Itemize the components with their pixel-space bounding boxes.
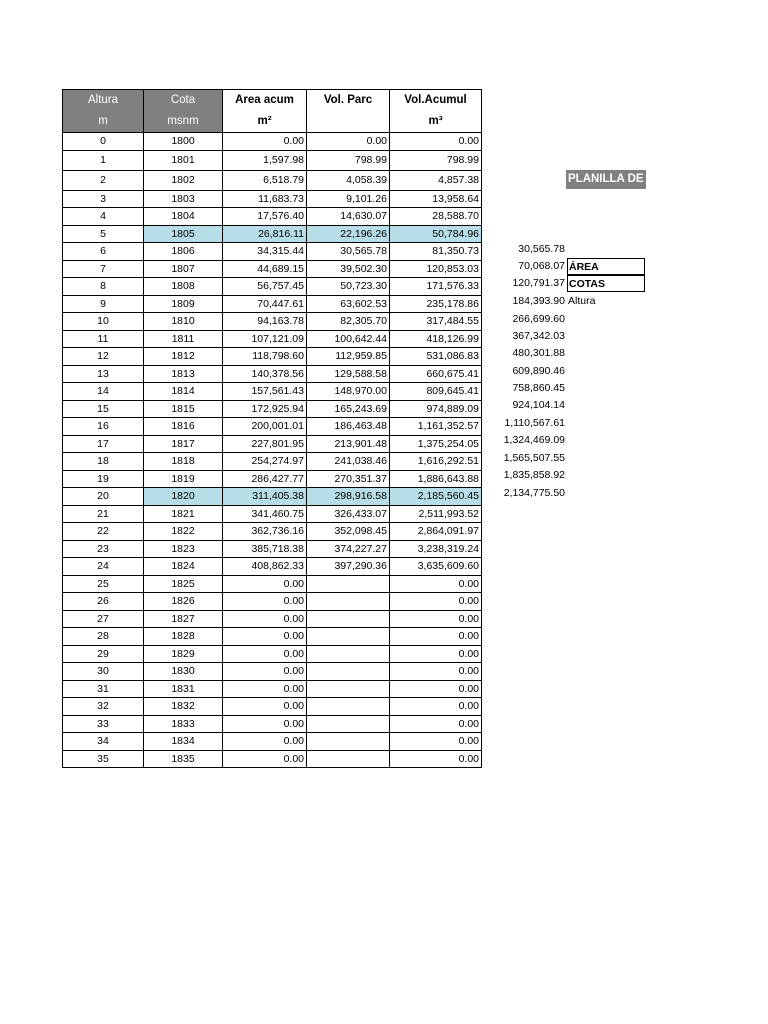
area-cell[interactable]: 107,121.09 xyxy=(223,330,307,348)
area-cell[interactable]: 200,001.01 xyxy=(223,418,307,436)
side-value: 609,890.46 xyxy=(512,365,565,377)
table-row xyxy=(63,278,482,296)
table-row xyxy=(63,540,482,558)
volacum-cell[interactable]: 0.00 xyxy=(390,680,482,698)
area-cell[interactable]: 94,163.78 xyxy=(223,313,307,331)
cota-cell[interactable]: 1821 xyxy=(144,505,223,523)
volparc-cell[interactable]: 50,723.30 xyxy=(307,278,390,296)
table-row xyxy=(63,330,482,348)
volparc-cell[interactable]: 22,196.26 xyxy=(307,225,390,243)
altura-cell[interactable]: 3 xyxy=(63,190,144,208)
volparc-cell[interactable]: 326,433.07 xyxy=(307,505,390,523)
table-row xyxy=(63,628,482,646)
area-cell[interactable]: 0.00 xyxy=(223,610,307,628)
area-cell[interactable]: 311,405.38 xyxy=(223,488,307,506)
cota-cell[interactable]: 1824 xyxy=(144,558,223,576)
altura-cell[interactable]: 15 xyxy=(63,400,144,418)
cota-cell[interactable]: 1815 xyxy=(144,400,223,418)
volacum-cell[interactable]: 0.00 xyxy=(390,750,482,768)
altura-cell[interactable]: 17 xyxy=(63,435,144,453)
area-cell[interactable]: 0.00 xyxy=(223,715,307,733)
table-row xyxy=(63,698,482,716)
area-cell[interactable]: 172,925.94 xyxy=(223,400,307,418)
side-value: 184,393.90 xyxy=(512,295,565,307)
volparc-cell[interactable]: 112,959.85 xyxy=(307,348,390,366)
altura-cell[interactable]: 24 xyxy=(63,558,144,576)
cota-cell[interactable]: 1814 xyxy=(144,383,223,401)
cota-cell[interactable]: 1806 xyxy=(144,243,223,261)
cota-cell[interactable]: 1812 xyxy=(144,348,223,366)
volacum-cell[interactable]: 0.00 xyxy=(390,698,482,716)
header-altura-unit[interactable]: m xyxy=(63,111,144,133)
volacum-cell[interactable]: 0.00 xyxy=(390,733,482,751)
volparc-cell[interactable]: 241,038.46 xyxy=(307,453,390,471)
area-cell[interactable]: 362,736.16 xyxy=(223,523,307,541)
cota-cell[interactable]: 1807 xyxy=(144,260,223,278)
area-cell[interactable]: 0.00 xyxy=(223,680,307,698)
table-row xyxy=(63,313,482,331)
altura-cell[interactable]: 33 xyxy=(63,715,144,733)
cota-cell[interactable]: 1803 xyxy=(144,190,223,208)
volacum-cell[interactable]: 798.99 xyxy=(390,150,482,170)
altura-cell[interactable]: 34 xyxy=(63,733,144,751)
volparc-cell[interactable]: 82,305.70 xyxy=(307,313,390,331)
area-cell[interactable]: 34,315.44 xyxy=(223,243,307,261)
table-row xyxy=(63,715,482,733)
volacum-cell[interactable]: 171,576.33 xyxy=(390,278,482,296)
cota-cell[interactable]: 1827 xyxy=(144,610,223,628)
altura-cell[interactable]: 31 xyxy=(63,680,144,698)
area-cell[interactable]: 0.00 xyxy=(223,628,307,646)
volacum-cell[interactable]: 1,161,352.57 xyxy=(390,418,482,436)
area-cell[interactable]: 11,683.73 xyxy=(223,190,307,208)
area-cell[interactable]: 0.00 xyxy=(223,733,307,751)
volparc-cell[interactable]: 213,901.48 xyxy=(307,435,390,453)
volacum-cell[interactable]: 0.00 xyxy=(390,593,482,611)
header-row-2 xyxy=(63,111,482,133)
cota-cell[interactable]: 1805 xyxy=(144,225,223,243)
volparc-cell[interactable]: 298,916.58 xyxy=(307,488,390,506)
side-value: 480,301.88 xyxy=(512,347,565,359)
cota-cell[interactable]: 1808 xyxy=(144,278,223,296)
volacum-cell[interactable]: 3,238,319.24 xyxy=(390,540,482,558)
volparc-cell[interactable]: 186,463.48 xyxy=(307,418,390,436)
altura-cell[interactable]: 12 xyxy=(63,348,144,366)
volacum-cell[interactable]: 0.00 xyxy=(390,133,482,151)
altura-cell[interactable]: 0 xyxy=(63,133,144,151)
table-row xyxy=(63,295,482,313)
side-value: 2,134,775.50 xyxy=(503,487,565,499)
altura-cell[interactable]: 22 xyxy=(63,523,144,541)
table-row xyxy=(63,523,482,541)
altura-cell[interactable]: 25 xyxy=(63,575,144,593)
volacum-cell[interactable]: 120,853.03 xyxy=(390,260,482,278)
area-cell[interactable]: 56,757.45 xyxy=(223,278,307,296)
altura-cell[interactable]: 32 xyxy=(63,698,144,716)
cota-cell[interactable]: 1822 xyxy=(144,523,223,541)
volparc-cell[interactable]: 798.99 xyxy=(307,150,390,170)
table-row xyxy=(63,733,482,751)
altura-cell[interactable]: 4 xyxy=(63,208,144,226)
altura-cell[interactable]: 28 xyxy=(63,628,144,646)
volparc-cell[interactable]: 148,970.00 xyxy=(307,383,390,401)
header-volparc[interactable]: Vol. Parc xyxy=(307,90,390,112)
altura-cell[interactable]: 5 xyxy=(63,225,144,243)
side-value: 70,068.07 xyxy=(518,260,565,272)
area-cell[interactable]: 286,427.77 xyxy=(223,470,307,488)
volparc-cell[interactable] xyxy=(307,575,390,593)
side-value: 367,342.03 xyxy=(512,330,565,342)
cota-cell[interactable]: 1830 xyxy=(144,663,223,681)
side-value: 1,565,507.55 xyxy=(503,452,565,464)
table-row xyxy=(63,243,482,261)
volacum-cell[interactable]: 1,616,292.51 xyxy=(390,453,482,471)
area-cell[interactable]: 0.00 xyxy=(223,593,307,611)
volacum-cell[interactable]: 0.00 xyxy=(390,610,482,628)
altura-cell[interactable]: 27 xyxy=(63,610,144,628)
volparc-cell[interactable]: 129,588.58 xyxy=(307,365,390,383)
volparc-cell[interactable]: 14,630.07 xyxy=(307,208,390,226)
volparc-cell[interactable]: 270,351.37 xyxy=(307,470,390,488)
volacum-cell[interactable]: 0.00 xyxy=(390,645,482,663)
volparc-cell[interactable]: 0.00 xyxy=(307,133,390,151)
volparc-cell[interactable]: 4,058.39 xyxy=(307,170,390,190)
altura-cell[interactable]: 19 xyxy=(63,470,144,488)
altura-cell[interactable]: 14 xyxy=(63,383,144,401)
area-cell[interactable]: 254,274.97 xyxy=(223,453,307,471)
cota-cell[interactable]: 1826 xyxy=(144,593,223,611)
area-cell[interactable]: 0.00 xyxy=(223,750,307,768)
table-row xyxy=(63,750,482,768)
table-row xyxy=(63,225,482,243)
altura-cell[interactable]: 29 xyxy=(63,645,144,663)
side-value: 1,835,858.92 xyxy=(503,469,565,481)
volacum-cell[interactable]: 235,178.86 xyxy=(390,295,482,313)
side-value: 924,104.14 xyxy=(512,399,565,411)
cota-cell[interactable]: 1818 xyxy=(144,453,223,471)
header-volacum-unit[interactable]: m³ xyxy=(390,111,482,133)
area-cell[interactable]: 157,561.43 xyxy=(223,383,307,401)
area-cell[interactable]: 26,816.11 xyxy=(223,225,307,243)
volacum-cell[interactable]: 13,958.64 xyxy=(390,190,482,208)
cota-cell[interactable]: 1835 xyxy=(144,750,223,768)
table-row xyxy=(63,645,482,663)
altura-cell[interactable]: 9 xyxy=(63,295,144,313)
altura-cell[interactable]: 16 xyxy=(63,418,144,436)
cota-cell[interactable]: 1804 xyxy=(144,208,223,226)
header-altura[interactable]: Altura xyxy=(63,90,144,112)
table-row xyxy=(63,505,482,523)
area-cell[interactable]: 341,460.75 xyxy=(223,505,307,523)
table-row xyxy=(63,575,482,593)
volacum-cell[interactable]: 418,126.99 xyxy=(390,330,482,348)
altura-cell[interactable]: 6 xyxy=(63,243,144,261)
volparc-cell[interactable]: 30,565.78 xyxy=(307,243,390,261)
area-cell[interactable]: 1,597.98 xyxy=(223,150,307,170)
cota-cell[interactable]: 1817 xyxy=(144,435,223,453)
table-row xyxy=(63,150,482,170)
cota-cell[interactable]: 1801 xyxy=(144,150,223,170)
table-row xyxy=(63,260,482,278)
volparc-cell[interactable]: 100,642.44 xyxy=(307,330,390,348)
volacum-cell[interactable]: 2,864,091.97 xyxy=(390,523,482,541)
side-value: 758,860.45 xyxy=(512,382,565,394)
volparc-cell[interactable]: 9,101.26 xyxy=(307,190,390,208)
table-row xyxy=(63,348,482,366)
altura-cell[interactable]: 20 xyxy=(63,488,144,506)
cota-cell[interactable]: 1809 xyxy=(144,295,223,313)
table-row xyxy=(63,170,482,190)
planilla-title-cell[interactable]: PLANILLA DE xyxy=(566,170,646,189)
altura-cell[interactable]: 2 xyxy=(63,170,144,190)
table-row xyxy=(63,470,482,488)
table-row xyxy=(63,418,482,436)
altura-label: Altura xyxy=(568,295,596,307)
volacum-cell[interactable]: 809,645.41 xyxy=(390,383,482,401)
cota-cell[interactable]: 1831 xyxy=(144,680,223,698)
area-cell[interactable]: 17,576.40 xyxy=(223,208,307,226)
volparc-cell[interactable] xyxy=(307,663,390,681)
area-cell[interactable]: 0.00 xyxy=(223,698,307,716)
altura-cell[interactable]: 18 xyxy=(63,453,144,471)
cota-cell[interactable]: 1833 xyxy=(144,715,223,733)
volacum-cell[interactable]: 531,086.83 xyxy=(390,348,482,366)
table-row xyxy=(63,208,482,226)
volacum-cell[interactable]: 2,511,993.52 xyxy=(390,505,482,523)
area-cell[interactable]: 70,447.61 xyxy=(223,295,307,313)
volparc-cell[interactable] xyxy=(307,715,390,733)
cota-cell[interactable]: 1832 xyxy=(144,698,223,716)
area-cell[interactable]: 0.00 xyxy=(223,133,307,151)
volacum-cell[interactable]: 3,635,609.60 xyxy=(390,558,482,576)
table-row xyxy=(63,558,482,576)
cota-cell[interactable]: 1828 xyxy=(144,628,223,646)
volparc-cell[interactable]: 165,243.69 xyxy=(307,400,390,418)
volparc-cell[interactable] xyxy=(307,628,390,646)
volparc-cell[interactable] xyxy=(307,645,390,663)
table-row xyxy=(63,610,482,628)
area-cell[interactable]: 408,862.33 xyxy=(223,558,307,576)
altura-cell[interactable]: 30 xyxy=(63,663,144,681)
table-row xyxy=(63,663,482,681)
cota-cell[interactable]: 1811 xyxy=(144,330,223,348)
volacum-cell[interactable]: 0.00 xyxy=(390,715,482,733)
altura-cell[interactable]: 11 xyxy=(63,330,144,348)
area-cell[interactable]: 140,378.56 xyxy=(223,365,307,383)
volacum-cell[interactable]: 0.00 xyxy=(390,575,482,593)
side-value: 266,699.60 xyxy=(512,313,565,325)
volparc-cell[interactable] xyxy=(307,733,390,751)
header-cota-unit[interactable]: msnm xyxy=(144,111,223,133)
cota-cell[interactable]: 1820 xyxy=(144,488,223,506)
table-row xyxy=(63,435,482,453)
volacum-cell[interactable]: 28,588.70 xyxy=(390,208,482,226)
volparc-cell[interactable]: 374,227.27 xyxy=(307,540,390,558)
volacum-cell[interactable]: 0.00 xyxy=(390,628,482,646)
area-cell[interactable]: 0.00 xyxy=(223,663,307,681)
volacum-cell[interactable]: 1,886,643.88 xyxy=(390,470,482,488)
volparc-cell[interactable]: 39,502.30 xyxy=(307,260,390,278)
table-row xyxy=(63,680,482,698)
volacum-cell[interactable]: 2,185,560.45 xyxy=(390,488,482,506)
cota-cell[interactable]: 1810 xyxy=(144,313,223,331)
altura-cell[interactable]: 23 xyxy=(63,540,144,558)
volparc-cell[interactable] xyxy=(307,680,390,698)
altura-cell[interactable]: 1 xyxy=(63,150,144,170)
header-row-1 xyxy=(63,90,482,112)
header-area[interactable]: Area acum xyxy=(223,90,307,112)
volacum-cell[interactable]: 81,350.73 xyxy=(390,243,482,261)
table-row xyxy=(63,365,482,383)
area-label-cell[interactable]: ÁREA xyxy=(567,258,645,275)
area-cell[interactable]: 227,801.95 xyxy=(223,435,307,453)
volparc-cell[interactable] xyxy=(307,593,390,611)
area-cell[interactable]: 44,689.15 xyxy=(223,260,307,278)
side-value: 1,110,567.61 xyxy=(504,417,565,429)
area-cell[interactable]: 0.00 xyxy=(223,645,307,663)
cota-cell[interactable]: 1813 xyxy=(144,365,223,383)
volparc-cell[interactable] xyxy=(307,750,390,768)
volacum-cell[interactable]: 317,484.55 xyxy=(390,313,482,331)
altura-cell[interactable]: 8 xyxy=(63,278,144,296)
volacum-cell[interactable]: 4,857.38 xyxy=(390,170,482,190)
cota-cell[interactable]: 1834 xyxy=(144,733,223,751)
altura-cell[interactable]: 21 xyxy=(63,505,144,523)
cota-cell[interactable]: 1825 xyxy=(144,575,223,593)
table-row xyxy=(63,593,482,611)
area-cell[interactable]: 0.00 xyxy=(223,575,307,593)
volume-table xyxy=(62,89,482,768)
volparc-cell[interactable]: 63,602.53 xyxy=(307,295,390,313)
header-area-unit[interactable]: m² xyxy=(223,111,307,133)
volacum-cell[interactable]: 0.00 xyxy=(390,663,482,681)
area-cell[interactable]: 118,798.60 xyxy=(223,348,307,366)
side-value: 1,324,469.09 xyxy=(503,434,565,446)
cota-cell[interactable]: 1800 xyxy=(144,133,223,151)
area-cell[interactable]: 6,518.79 xyxy=(223,170,307,190)
cota-cell[interactable]: 1816 xyxy=(144,418,223,436)
volparc-cell[interactable] xyxy=(307,698,390,716)
side-value: 30,565.78 xyxy=(518,243,565,255)
cota-cell[interactable]: 1819 xyxy=(144,470,223,488)
volparc-cell[interactable]: 352,098.45 xyxy=(307,523,390,541)
header-volparc-unit[interactable] xyxy=(307,111,390,133)
volacum-cell[interactable]: 50,784.96 xyxy=(390,225,482,243)
table-row xyxy=(63,488,482,506)
volacum-cell[interactable]: 660,675.41 xyxy=(390,365,482,383)
volacum-cell[interactable]: 974,889.09 xyxy=(390,400,482,418)
altura-cell[interactable]: 10 xyxy=(63,313,144,331)
volacum-cell[interactable]: 1,375,254.05 xyxy=(390,435,482,453)
altura-cell[interactable]: 7 xyxy=(63,260,144,278)
cota-cell[interactable]: 1829 xyxy=(144,645,223,663)
table-row xyxy=(63,133,482,151)
side-value: 120,791.37 xyxy=(512,277,565,289)
table-row xyxy=(63,190,482,208)
cota-cell[interactable]: 1802 xyxy=(144,170,223,190)
cota-cell[interactable]: 1823 xyxy=(144,540,223,558)
table-row xyxy=(63,453,482,471)
cotas-label-cell[interactable]: COTAS xyxy=(567,275,645,292)
volparc-cell[interactable]: 397,290.36 xyxy=(307,558,390,576)
altura-cell[interactable]: 13 xyxy=(63,365,144,383)
altura-cell[interactable]: 35 xyxy=(63,750,144,768)
table-row xyxy=(63,400,482,418)
table-row xyxy=(63,383,482,401)
header-cota[interactable]: Cota xyxy=(144,90,223,112)
header-volacum[interactable]: Vol.Acumul xyxy=(390,90,482,112)
area-cell[interactable]: 385,718.38 xyxy=(223,540,307,558)
altura-cell[interactable]: 26 xyxy=(63,593,144,611)
volparc-cell[interactable] xyxy=(307,610,390,628)
